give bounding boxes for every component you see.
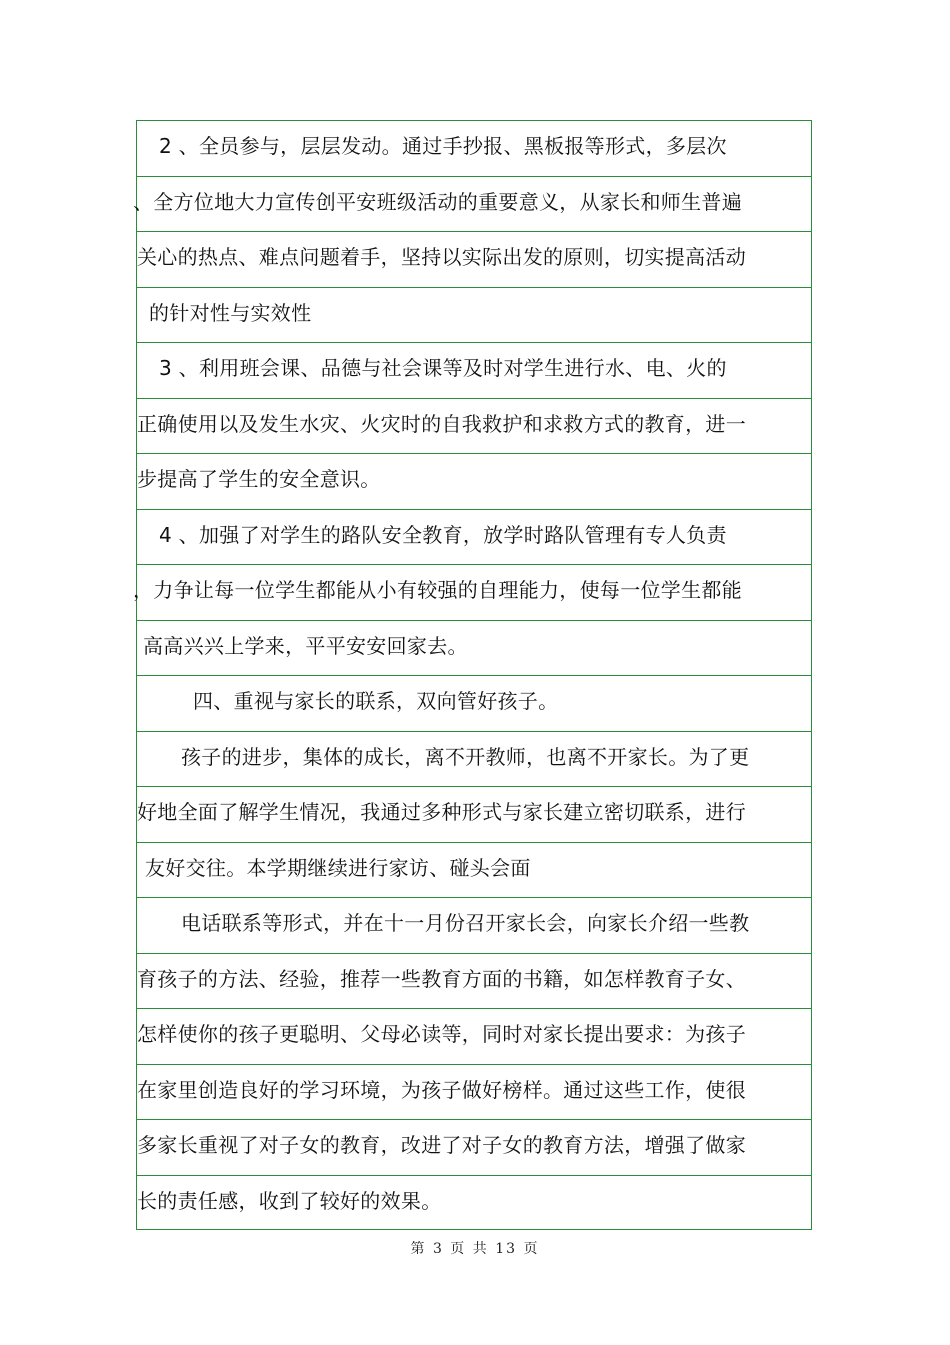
text-line: 孩子的进步，集体的成长，离不开教师，也离不开家长。为了更 (181, 744, 750, 769)
page-footer: 第 3 页 共 13 页 (410, 1241, 540, 1257)
text-row (137, 1120, 811, 1176)
text-line: 怎样使你的孩子更聪明、父母必读等，同时对家长提出要求：为孩子 (137, 1022, 746, 1046)
text-row (137, 121, 811, 177)
text-row (137, 898, 811, 954)
text-row (137, 787, 811, 843)
text-line: 2 、全员参与，层层发动。通过手抄报、黑板报等形式，多层次 (159, 134, 727, 158)
text-row (137, 1009, 811, 1065)
text-row (137, 288, 811, 344)
text-line: 的针对性与实效性 (149, 300, 312, 325)
text-line: 关心的热点、难点问题着手，坚持以实际出发的原则，切实提高活动 (137, 245, 746, 269)
text-line: 高高兴兴上学来，平平安安回家去。 (143, 633, 468, 658)
text-line: 四、重视与家长的联系，双向管好孩子。 (193, 689, 559, 713)
text-row (137, 510, 811, 566)
text-row (133, 177, 811, 233)
text-row (137, 343, 811, 399)
text-line: 、全方位地大力宣传创平安班级活动的重要意义，从家长和师生普遍 (133, 189, 742, 214)
text-row (137, 676, 811, 732)
text-row (137, 1176, 811, 1232)
text-row (133, 565, 811, 621)
text-row (137, 843, 811, 899)
text-row (137, 732, 811, 788)
text-line: 在家里创造良好的学习环境，为孩子做好榜样。通过这些工作，使很 (137, 1077, 746, 1102)
text-line: 3 、利用班会课、品德与社会课等及时对学生进行水、电、火的 (159, 356, 727, 380)
text-line: 电话联系等形式，并在十一月份召开家长会，向家长介绍一些教 (181, 911, 750, 935)
text-line: 友好交往。本学期继续进行家访、碰头会面 (145, 855, 531, 880)
text-line: 4 、加强了对学生的路队安全教育，放学时路队管理有专人负责 (159, 522, 727, 547)
text-row (137, 621, 811, 677)
text-line: 长的责任感，收到了较好的效果。 (137, 1188, 442, 1213)
text-row (137, 454, 811, 510)
text-line: 正确使用以及发生水灾、火灾时的自我救护和求救方式的教育，进一 (137, 411, 746, 436)
text-row (137, 954, 811, 1010)
text-row (137, 399, 811, 455)
text-row (137, 1065, 811, 1121)
text-line: ，力争让每一位学生都能从小有较强的自理能力，使每一位学生都能 (133, 578, 742, 602)
text-line: 多家长重视了对子女的教育，改进了对子女的教育方法，增强了做家 (137, 1133, 746, 1157)
text-line: 育孩子的方法、经验，推荐一些教育方面的书籍，如怎样教育子女、 (137, 966, 746, 991)
text-row (137, 232, 811, 288)
document-page (133, 120, 812, 1230)
text-line: 好地全面了解学生情况，我通过多种形式与家长建立密切联系，进行 (137, 800, 746, 824)
text-line: 步提高了学生的安全意识。 (137, 467, 381, 491)
